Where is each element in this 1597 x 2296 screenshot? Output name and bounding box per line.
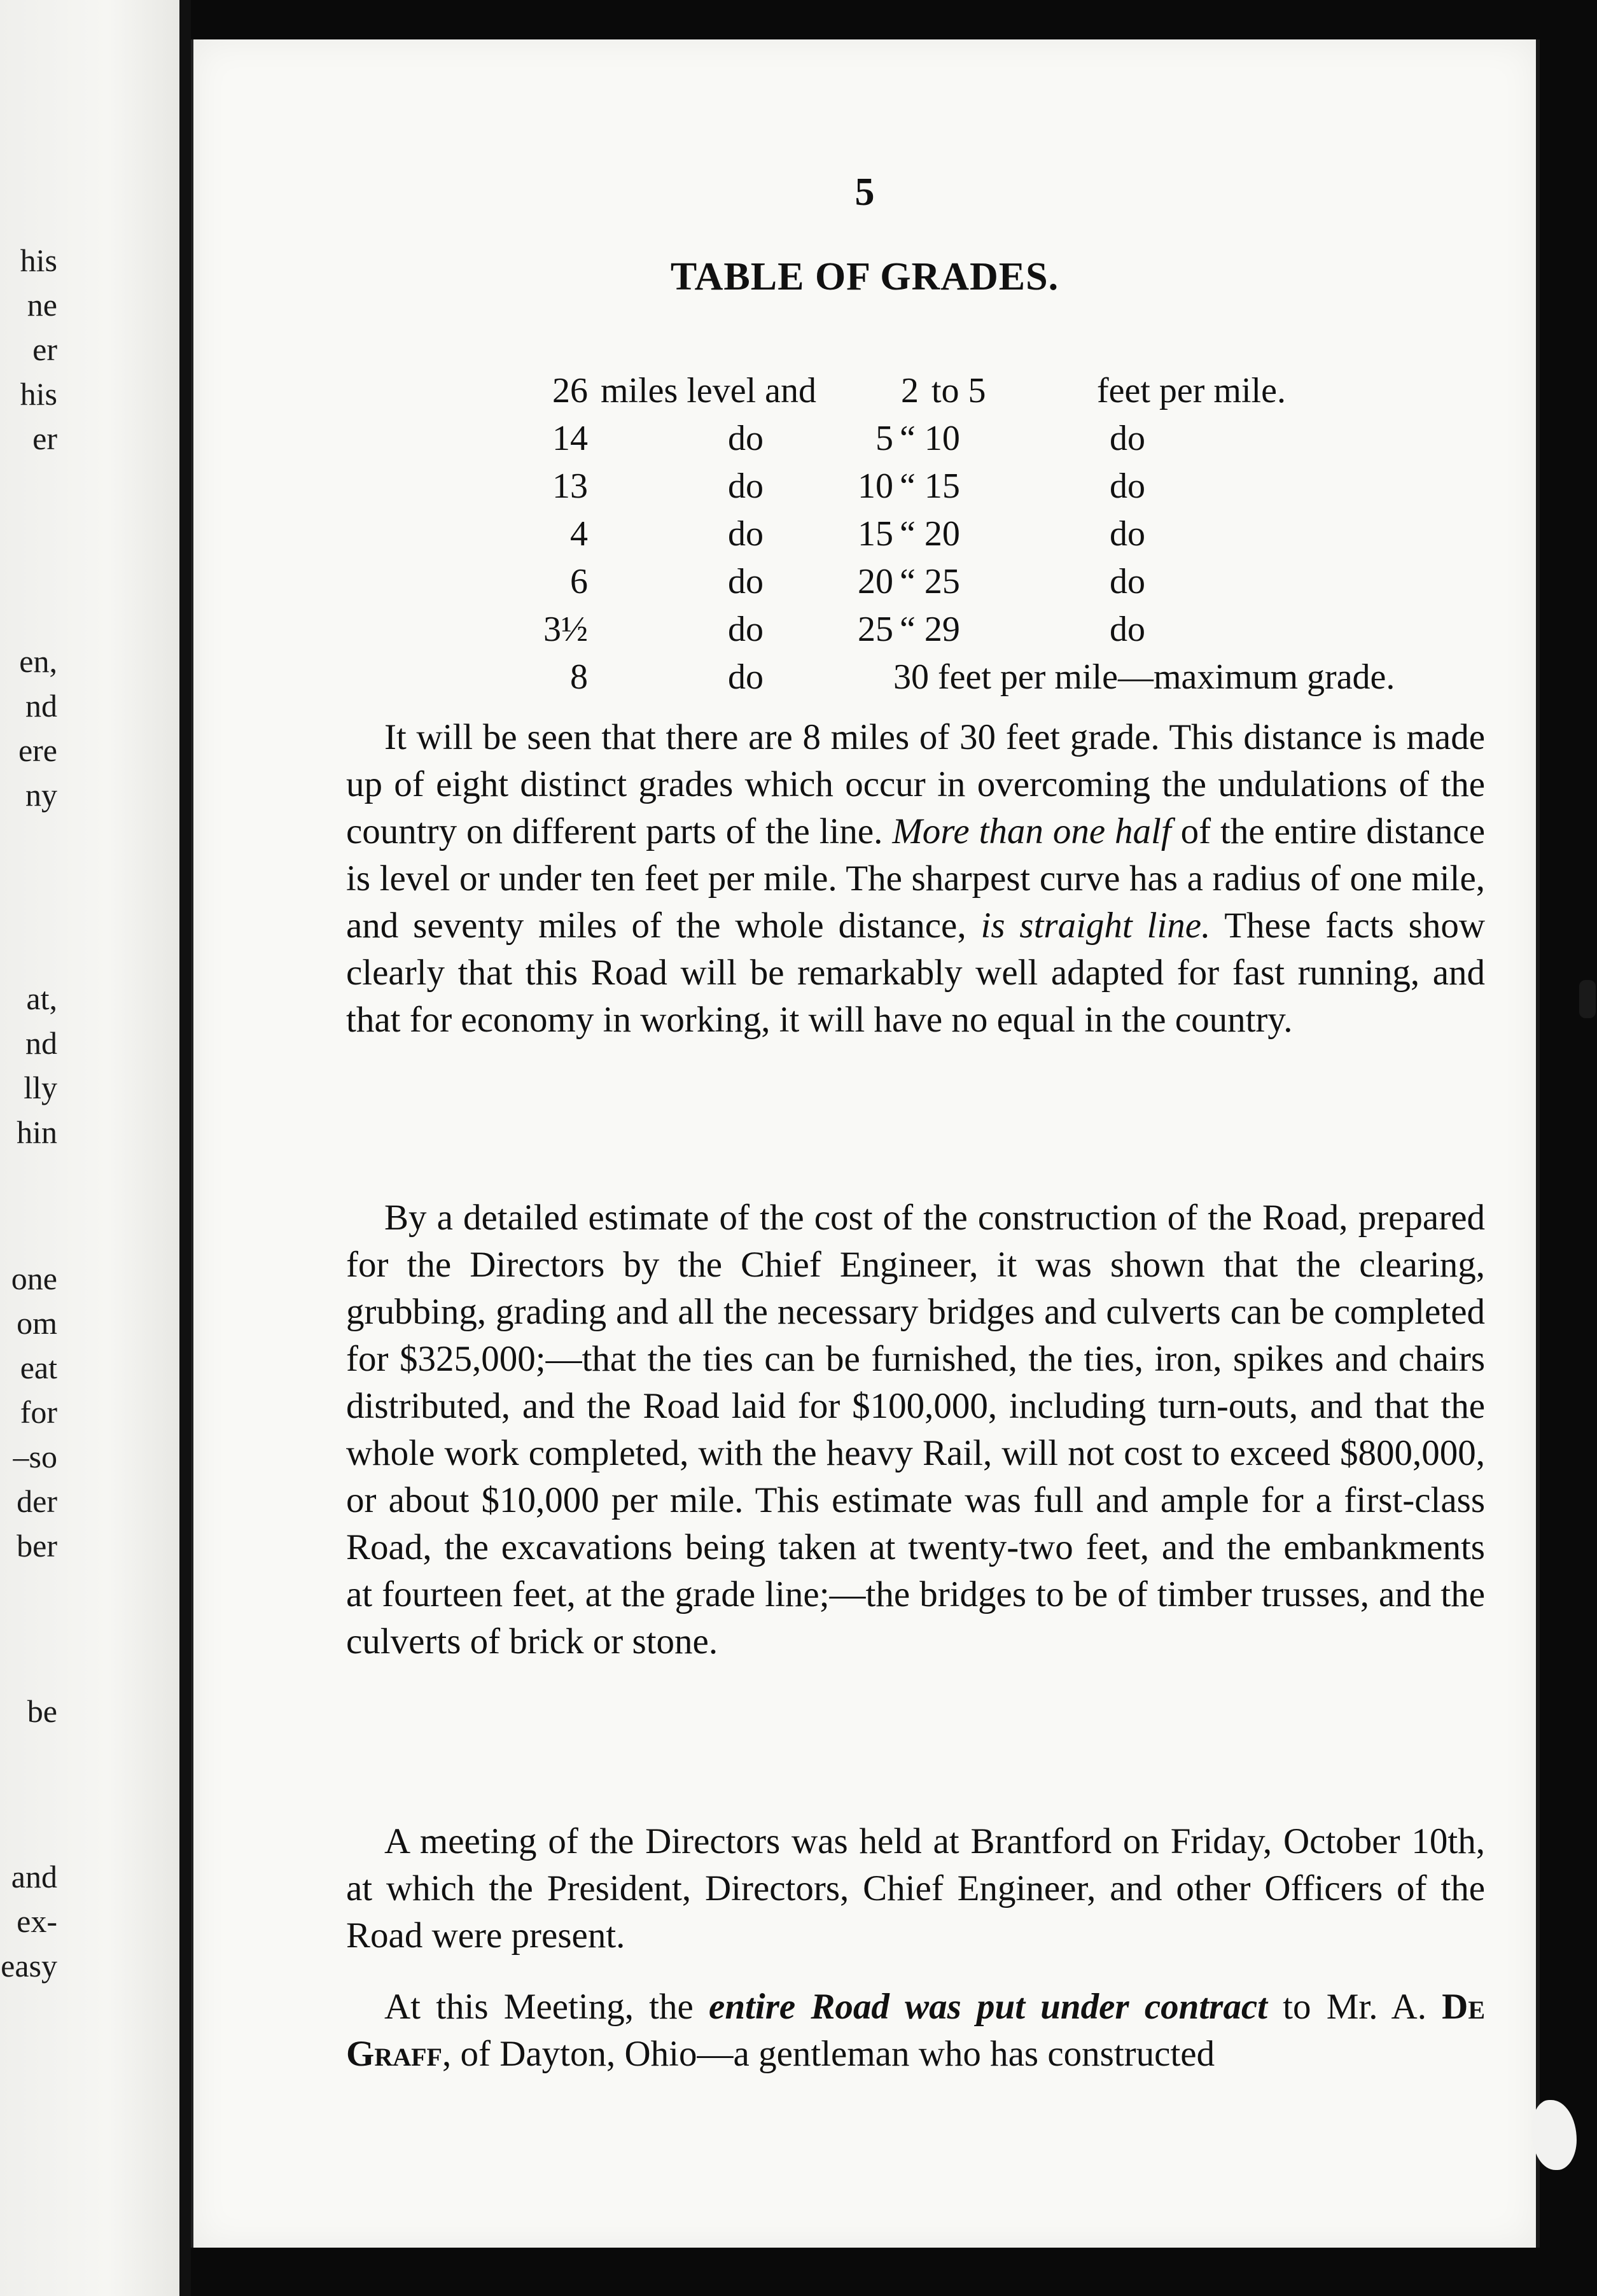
grade-unit: do — [1110, 610, 1145, 649]
grade-row — [193, 466, 1536, 517]
grade-unit: feet per mile. — [1097, 371, 1286, 410]
facing-page-fragment: for — [20, 1394, 57, 1430]
facing-page-fragment: be — [27, 1693, 57, 1729]
facing-page-fragment: ny — [25, 777, 57, 813]
para4-text-e: , of Dayton, Ohio—a gentleman who has constructed — [442, 2034, 1215, 2074]
facing-page-fragment: ne — [27, 287, 57, 323]
facing-page-fragment: en, — [19, 643, 57, 679]
para1-emphasis-half: More than one half — [892, 811, 1171, 851]
paragraph-contract — [346, 1984, 1485, 2078]
grade-label: miles level and — [601, 371, 817, 410]
grade-miles: 13 — [552, 466, 588, 506]
grade-from: 10 — [858, 466, 893, 506]
facing-page-fragment: lly — [24, 1070, 57, 1105]
facing-page-fragment: eat — [20, 1350, 57, 1385]
facing-page-fragment: and — [11, 1859, 57, 1894]
para1-text-e: These facts show clearly that this Road will be remarkably well adapted for fast running, and that for economy in working, it will have no equal in the country. — [346, 906, 1486, 1040]
grade-to: “ 15 — [900, 466, 960, 506]
facing-page-fragment: er — [32, 332, 57, 367]
paragraph-directors-meeting: A meeting of the Directors was held at Brantford on Friday, October 10th, at which the President, Directors, Chief Engineer, and other Officers of the Road were present. — [346, 1821, 1485, 1956]
page-tear-mark — [1532, 2100, 1577, 2170]
grade-miles: 3½ — [543, 610, 588, 649]
para4-text-a: At this Meeting, the — [384, 1987, 709, 2027]
para1-text-a: It will be seen that there are 8 miles of 30 feet grade. This distance is made up of eight distinct grades which occur in overcoming the undulations of the country on different parts of the line. — [346, 717, 1485, 851]
paragraph-cost-estimate: By a detailed estimate of the cost of the construction of the Road, prepared for the Directors by the Chief Engineer, it was shown that the clearing, grubbing, grading and all the necessary bridges and culverts can be completed for $325,000;—that the ties can be furnished, the ties, iron, spikes and chairs distributed, and the Road laid for $100,000, including turn-outs, and that the whole work completed, with the heavy Rail, will not cost to exceed $800,000, or about $10,000 per mile. This estimate was full and ample for a first-class Road, the excavations being taken at twenty-two feet, and the embankments at fourteen feet, at the grade line;—the bridges to be of timber trusses, and the culverts of brick or stone. — [346, 1198, 1485, 1662]
grade-unit: do — [1110, 514, 1145, 554]
grade-miles: 6 — [570, 562, 588, 601]
facing-page-fragment: easy — [1, 1948, 57, 1984]
para4-text-c: to Mr. A. — [1267, 1987, 1442, 2027]
facing-page-edge — [0, 0, 179, 2296]
facing-page-fragment: ere — [18, 732, 57, 768]
para1-emphasis-straight: is straight line. — [980, 906, 1211, 946]
page-number: 5 — [854, 171, 875, 214]
grade-to: “ 29 — [900, 610, 960, 649]
grade-miles: 14 — [552, 419, 588, 458]
grade-do: do — [728, 657, 764, 697]
grade-to: 30 feet per mile—maximum grade. — [893, 657, 1395, 697]
facing-page-fragment: der — [17, 1483, 57, 1519]
grade-to: “ 10 — [900, 419, 960, 458]
grade-row — [193, 418, 1536, 469]
para4-name-degraff: De Graff — [346, 1987, 1486, 2074]
grade-miles: 8 — [570, 657, 588, 697]
grade-to: “ 25 — [900, 562, 960, 601]
grade-unit: do — [1110, 419, 1145, 458]
para4-emphasis-contract: entire Road was put under contract — [709, 1987, 1267, 2027]
grade-do: do — [728, 610, 764, 649]
grade-from: 5 — [875, 419, 893, 458]
table-title: TABLE OF GRADES. — [670, 255, 1059, 298]
grade-do: do — [728, 466, 764, 506]
grade-miles: 4 — [570, 514, 588, 554]
facing-page-fragment: nd — [25, 1025, 57, 1061]
edge-mark — [1579, 980, 1596, 1018]
paragraph-grades-summary — [346, 714, 1485, 1044]
grade-row — [193, 370, 1536, 421]
grade-from: 15 — [858, 514, 893, 554]
facing-page-fragment: one — [11, 1261, 57, 1296]
grade-to: “ 20 — [900, 514, 960, 554]
grade-from: 2 — [901, 371, 919, 410]
grade-from: 25 — [858, 610, 893, 649]
facing-page-fragment: er — [32, 421, 57, 456]
grade-do: do — [728, 514, 764, 554]
grade-row — [193, 514, 1536, 564]
facing-page-fragment: ber — [17, 1528, 57, 1564]
grade-to: to 5 — [931, 371, 986, 410]
facing-page-fragment: –so — [13, 1439, 57, 1474]
facing-page-fragment: ex- — [17, 1903, 57, 1939]
grade-unit: do — [1110, 466, 1145, 506]
grade-row — [193, 609, 1536, 660]
grade-from: 20 — [858, 562, 893, 601]
grade-do: do — [728, 562, 764, 601]
grade-row — [193, 561, 1536, 612]
facing-page-fragment: at, — [26, 981, 57, 1016]
grade-unit: do — [1110, 562, 1145, 601]
book-gutter — [179, 0, 191, 2296]
facing-page-fragment: nd — [25, 688, 57, 724]
facing-page-fragment: hin — [17, 1114, 57, 1150]
para1-text-c: of the entire distance is level or under ten feet per mile. The sharpest curve has a radius of one mile, and seventy miles of the whole distance, — [346, 811, 1486, 946]
facing-page-fragment: his — [20, 242, 57, 278]
facing-page-fragment: his — [20, 376, 57, 412]
book-page — [191, 39, 1540, 2248]
grade-row — [193, 657, 1536, 708]
grade-miles: 26 — [552, 371, 588, 410]
facing-page-fragment: om — [17, 1305, 57, 1341]
grade-do: do — [728, 419, 764, 458]
